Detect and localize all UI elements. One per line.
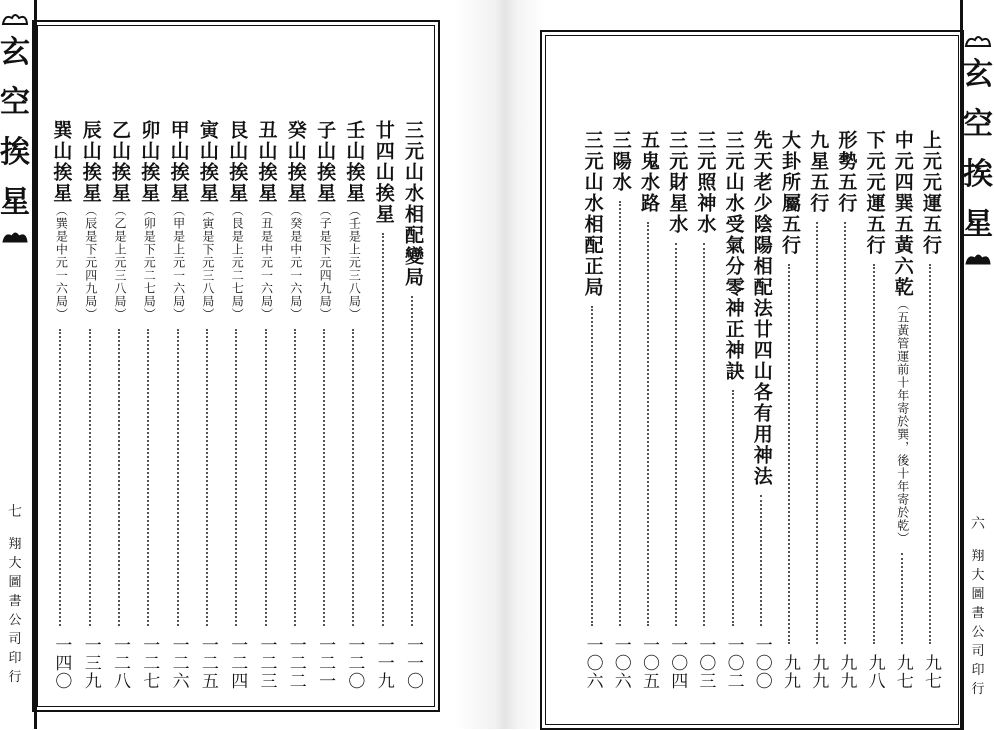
toc-entry-title-text: 九星五行 [807,130,830,214]
toc-entry [890,130,916,690]
toc-entry-page: 一二四 [227,636,248,690]
toc-entry-page: 一二一 [315,636,336,690]
toc-entry-title [862,130,888,256]
toc-leader-dots [235,329,237,626]
toc-entry-note: （丑是中元一六局） [259,204,274,321]
toc-entry [749,130,775,690]
toc-entry-page: 一二〇 [344,636,365,690]
toc-entry-page: 一〇四 [667,636,688,690]
right-side-title [958,32,994,699]
toc-entry-page: 九七 [892,654,913,690]
toc-entry-title-text: 寅山挨星 [196,120,219,204]
toc-entry-title [636,130,662,214]
toc-leader-dots [411,296,413,626]
toc-entry-title-text: 三元山水相配變局 [402,120,424,288]
toc-entry-page: 一一九 [373,636,394,690]
toc-entry-title [312,120,338,321]
side-title-char: 挨 [0,135,30,170]
toc-entry-title [107,120,133,321]
toc-leader-dots [844,222,846,644]
toc-entry-title [283,120,309,321]
toc-entry [608,130,634,690]
toc-entry-title-text: 巽山挨星 [50,120,73,204]
toc-leader-dots [59,329,61,626]
toc-entry [254,120,280,690]
toc-entry-page: 一三九 [80,636,101,690]
toc-leader-dots [382,233,384,626]
toc-entry [107,120,133,690]
toc-entry [283,120,309,690]
toc-entry [400,120,426,690]
toc-entry [721,130,747,690]
toc-entry-page: 九七 [921,654,941,690]
toc-entry-title [48,120,74,321]
book-gutter [455,0,545,729]
toc-entry-title [254,120,280,321]
toc-entry-title [918,130,944,256]
toc-entry-title-text: 丑山挨星 [255,120,278,204]
toc-entry-page: 一〇二 [723,636,744,690]
toc-entry-title [400,120,426,288]
toc-entry-title [608,130,634,193]
toc-entry-title-text: 壬山挨星 [343,120,366,204]
toc-entry-title [833,130,859,214]
cloud-ornament-icon [0,228,30,246]
toc-entry-title-text: 五鬼水路 [638,130,660,214]
toc-entry-title-text: 形勢五行 [835,130,858,214]
toc-entry-page: 一二八 [110,636,130,690]
toc-entry-title-text: 三元照神水 [694,130,717,235]
toc-entry-title-text: 子山挨星 [314,120,337,204]
side-title-char: 玄 [0,35,30,70]
toc-entry-title-text: 辰山挨星 [79,120,102,204]
toc-entry [224,120,250,690]
toc-leader-dots [873,264,875,644]
toc-entry [805,130,831,690]
toc-entry-note: （五黃管運前十年寄於巽，後十年寄於乾） [895,298,910,545]
toc-entry [78,120,104,690]
toc-leader-dots [323,329,325,626]
cloud-ornament-icon [963,32,993,50]
toc-entry-title-text: 艮山挨星 [226,120,249,204]
page-number: 七 [8,504,22,520]
page-number: 六 [971,516,985,532]
toc-entry-page: 一四〇 [51,636,72,690]
toc-entry-title-text: 廿四山挨星 [372,120,395,225]
toc-entry-page: 一〇六 [582,636,603,690]
toc-leader-dots [177,329,179,626]
toc-entry-title [664,130,690,235]
toc-entry-page: 九九 [836,654,857,690]
toc-leader-dots [703,243,705,626]
toc-entry-title [721,130,747,382]
toc-entry-title [166,120,192,321]
toc-entry [312,120,338,690]
toc-entry-page: 九九 [808,654,829,690]
toc-entry-page: 一〇〇 [751,636,772,690]
right-toc [570,130,950,690]
toc-entry-title-text: 先天老少陰陽相配法廿四山各有用神法 [750,130,773,487]
toc-entry [136,120,162,690]
toc-entry-title [136,120,162,321]
toc-entry [862,130,888,690]
toc-leader-dots [816,222,818,644]
toc-entry-title-text: 下元元運五行 [863,130,886,256]
toc-entry-title-text: 乙山挨星 [109,120,131,204]
toc-entry-page: 一二三 [256,636,277,690]
toc-entry [48,120,74,690]
toc-leader-dots [294,329,296,626]
toc-entry-title [692,130,718,235]
toc-entry-page: 九八 [864,654,885,690]
toc-entry [664,130,690,690]
toc-entry [692,130,718,690]
toc-entry-page: 一〇六 [610,636,631,690]
toc-entry-page: 一〇三 [695,636,716,690]
toc-entry-title [749,130,775,487]
toc-entry-title [224,120,250,321]
toc-entry-title [78,120,104,321]
toc-entry-title [580,130,606,298]
toc-entry-page: 一〇五 [639,636,659,690]
toc-leader-dots [591,306,593,626]
toc-entry [636,130,662,690]
cloud-ornament-icon [963,250,993,268]
toc-leader-dots [647,222,649,626]
toc-entry-title-text: 三元山水相配正局 [581,130,604,298]
cloud-ornament-icon [0,10,30,28]
toc-entry-title [341,120,367,321]
toc-entry-title [890,130,916,545]
left-toc [48,120,428,690]
toc-entry-page: 九九 [780,654,800,690]
toc-entry-title [195,120,221,321]
toc-entry-note: （甲是上元一六局） [171,204,186,321]
publisher-imprint: 翔 大 圖 書 公 司 印 行 [1,535,29,687]
toc-entry [371,120,397,690]
toc-entry-title [777,130,803,256]
toc-leader-dots [675,243,677,626]
toc-entry-note: （癸是中元一六局） [288,204,303,321]
toc-entry-title-text: 卯山挨星 [138,120,161,204]
toc-entry [833,130,859,690]
toc-entry-title [371,120,397,225]
toc-entry-note: （卯是下元二七局） [142,204,157,321]
left-side-title [0,10,35,687]
toc-leader-dots [760,495,762,626]
toc-entry-note: （巽是中元一六局） [54,204,69,321]
toc-entry-title-text: 癸山挨星 [284,120,307,204]
side-title-char: 星 [0,185,30,220]
toc-entry [195,120,221,690]
toc-entry-note: （壬是上元三八局） [347,204,362,321]
toc-leader-dots [901,553,903,644]
toc-entry [341,120,367,690]
toc-leader-dots [788,264,790,644]
side-title-char: 挨 [963,157,993,192]
toc-leader-dots [352,329,354,626]
toc-entry-page: 一二二 [285,636,306,690]
toc-entry-title [805,130,831,214]
toc-leader-dots [265,329,267,626]
toc-leader-dots [89,329,91,626]
toc-entry-title-text: 三元山水受氣分零神正神訣 [722,130,745,382]
publisher-imprint: 翔 大 圖 書 公 司 印 行 [964,547,992,699]
toc-entry-page: 一二六 [168,636,189,690]
toc-leader-dots [118,329,120,626]
toc-entry [918,130,944,690]
side-title-char: 空 [0,85,30,120]
toc-entry-note: （艮是上元二七局） [230,204,245,321]
side-title-char: 星 [963,207,993,242]
toc-entry-title-text: 三元財星水 [666,130,689,235]
toc-entry [580,130,606,690]
toc-entry-note: （辰是下元四九局） [83,204,98,321]
toc-entry-title-text: 三陽水 [609,130,632,193]
side-title-char: 空 [963,107,993,142]
toc-leader-dots [732,390,734,626]
toc-entry-page: 一二七 [139,636,160,690]
toc-leader-dots [929,264,931,644]
toc-leader-dots [206,329,208,626]
toc-entry-page: 一二五 [197,636,218,690]
toc-entry [777,130,803,690]
toc-entry-title-text: 上元元運五行 [920,130,942,256]
toc-entry-note: （乙是上元三八局） [113,204,127,321]
toc-entry-title-text: 中元四巽五黃六乾 [891,130,914,298]
toc-entry [166,120,192,690]
toc-entry-note: （寅是下元三八局） [200,204,215,321]
toc-entry-page: 一一〇 [403,636,423,690]
toc-entry-note: （子是下元四九局） [318,204,333,321]
toc-leader-dots [619,201,621,626]
side-title-char: 玄 [963,57,993,92]
toc-entry-title-text: 甲山挨星 [167,120,190,204]
toc-entry-title-text: 大卦所屬五行 [779,130,801,256]
toc-leader-dots [147,329,149,626]
